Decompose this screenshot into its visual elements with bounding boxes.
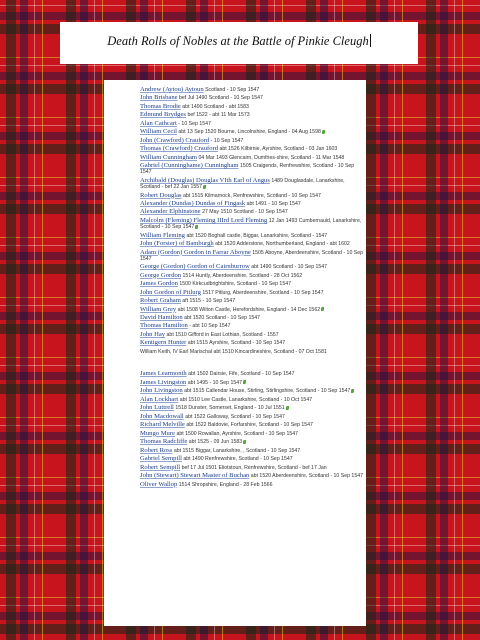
person-details: 27 May 1510 Scotland - 10 Sep 1547 <box>202 209 288 216</box>
person-details: abt 1525 - 09 Jun 1583 <box>188 439 243 446</box>
list-item <box>140 273 364 279</box>
person-link[interactable]: John Brisbane <box>140 94 178 102</box>
person-details: 1518 Dunster, Somerset, England - 10 Jul 1551 <box>175 405 285 412</box>
person-link[interactable]: George Gordon <box>140 271 182 279</box>
list-item <box>140 349 364 355</box>
person-details: bef 17 Jul 1501 Eliotstoun, Renfrewshire, Scotland - bef 17 Jan <box>181 464 327 471</box>
person-details: abt 1490 Renfrewshire, Scotland - 10 Sep 1547 <box>183 456 293 463</box>
person-details: abt 1522 Galloway, Scotland - 10 Sep 1547 <box>185 413 285 420</box>
person-details: abt 1515 Ayrshire, Scotland - 10 Sep 1547 <box>187 340 286 347</box>
list-item <box>140 456 364 462</box>
list-item <box>140 104 364 110</box>
person-link[interactable]: Malcolm (Fleming) Fleming IIIrd Lord Fleming <box>140 216 268 224</box>
list-item <box>140 307 364 313</box>
person-details: abt 1500 Rowallan, Ayrshire, Scotland - 10 Sep 1547 <box>176 430 299 437</box>
person-link[interactable]: Gabriel Sempill <box>140 455 182 463</box>
person-link[interactable]: George (Gordon) Gordon of Cairnburrow <box>140 263 250 271</box>
list-item <box>140 298 364 304</box>
person-link[interactable]: John Hay <box>140 330 166 338</box>
person-link[interactable]: John Macdowall <box>140 412 184 420</box>
person-details: abt 1522 Baldovie, Forfarshire, Scotland - 10 Sep 1547 <box>186 422 313 429</box>
person-details: aft 1515 - 10 Sep 1547 <box>182 298 236 305</box>
person-link[interactable]: Oliver Wallop <box>140 480 178 488</box>
list-item <box>140 95 364 101</box>
list-item <box>140 138 364 144</box>
person-details: 1489 Douglasdale, Lanarkshire, Scotland - bef 22 Jan 1557 <box>140 177 345 191</box>
person-link[interactable]: Gabriel (Cunninghame) Cunningham <box>140 162 239 170</box>
person-link[interactable]: Archibald (Douglas) Douglas VIth Earl of Angus <box>140 176 270 184</box>
person-link[interactable]: John Luttrell <box>140 404 174 412</box>
person-details: William Keith, IV Earl Marischal abt 1510 Kincardineshire, Scotland - 07 Oct 1581 <box>140 348 327 355</box>
person-link[interactable]: William Cecil <box>140 128 177 136</box>
person-link[interactable]: Alan Lockhart <box>140 395 179 403</box>
leaf-icon[interactable] <box>203 185 206 189</box>
person-details: abt 1520 Scotland - 10 Sep 1547 <box>184 315 260 321</box>
list-item <box>140 178 364 190</box>
list-item <box>140 155 364 161</box>
list-item <box>140 241 364 247</box>
person-details: abt 1490 Scotland - 10 Sep 1547 <box>251 264 328 271</box>
person-link[interactable]: William Grey <box>140 305 177 313</box>
person-link[interactable]: Thomas (Crawford) Crauford <box>140 145 219 153</box>
death-roll-document <box>104 80 366 626</box>
person-link[interactable]: Thomas Radcliffe <box>140 438 188 446</box>
person-details: abt 1520 Aberdeenshire, Scotland - 10 Sep 1547 <box>250 473 363 480</box>
person-details: 1517 Pitlurg, Aberdeenshire, Scotland - 10 Sep 1547 <box>202 289 324 296</box>
person-link[interactable]: William Fleming <box>140 231 185 239</box>
list-item <box>140 431 364 437</box>
leaf-icon[interactable] <box>243 440 246 444</box>
person-details: - 10 Sep 1547 <box>210 137 244 144</box>
person-details: 1514 Huntly, Aberdeenshire, Scotland - 28 Oct 1562 <box>182 272 303 279</box>
person-link[interactable]: John Livingston <box>140 387 183 395</box>
list-item <box>140 281 364 287</box>
person-link[interactable]: Robert Graham <box>140 297 181 305</box>
person-details: 1514 Shropshire, England - 28 Feb 1566 <box>178 481 273 488</box>
page-title <box>60 34 418 49</box>
person-details: - 10 Sep 1547 <box>178 120 211 127</box>
list-item <box>140 405 364 411</box>
person-details: abt 13 Sep 1520 Bourne, Lincolnshire, England - 04 Aug 1598 <box>178 129 321 136</box>
list-item <box>140 357 364 377</box>
list-item <box>140 482 364 488</box>
list-item <box>140 209 364 215</box>
list-item <box>140 163 364 175</box>
list-item <box>140 218 364 230</box>
leaf-icon[interactable] <box>243 380 246 384</box>
person-link[interactable]: Mungo Mure <box>140 429 175 437</box>
person-link[interactable]: James Learmonth <box>140 370 187 378</box>
entry-list <box>140 87 364 490</box>
text-cursor <box>370 34 371 47</box>
list-item <box>140 332 364 338</box>
person-details: Scotland - 10 Sep 1547 <box>205 87 260 93</box>
person-link[interactable]: Kentigern Hunter <box>140 339 187 347</box>
list-item <box>140 315 364 321</box>
person-details: abt 1515 Callendar House, Stirling, Stirlingshire, Scotland - 10 Sep 1547 <box>184 388 351 395</box>
leaf-icon[interactable] <box>322 130 325 134</box>
person-details: bef 1522 - abt 11 Mar 1573 <box>187 112 250 119</box>
person-details: abt 1502 Dairsie, Fife, Scotland - 10 Sep 1547 <box>188 371 295 378</box>
list-item <box>140 414 364 420</box>
person-link[interactable]: Alexander (Dundas) Dundas of Fingask <box>140 200 246 207</box>
person-link[interactable]: John (Stewart) Stewart Master of Buchan <box>140 472 250 480</box>
person-link[interactable]: John (Forster) of Bamburgh <box>140 240 214 248</box>
person-details: abt 1526 Kilbirnie, Ayrshire, Scotland - 03 Jan 1603 <box>219 146 338 153</box>
list-item <box>140 323 364 329</box>
leaf-icon[interactable] <box>286 406 289 410</box>
person-link[interactable]: Richard Melville <box>140 421 185 429</box>
person-details: 12 Jan 1493 Cumbernauld, Lanarkshire, Scotland - 10 Sep 1547 <box>140 217 362 231</box>
person-details: - abt 10 Sep 1547 <box>189 323 231 330</box>
list-item <box>140 439 364 445</box>
list-item <box>140 250 364 262</box>
person-details: abt 1520 Adderstone, Northumberland, England - abt 1602 <box>215 241 350 248</box>
person-details: abt 1491 - 10 Sep 1547 <box>246 201 301 207</box>
person-details: abt 1510 Gifford in East Lothian, Scotland - 1557 <box>166 331 279 338</box>
section-spacer <box>140 357 364 371</box>
list-item <box>140 397 364 403</box>
list-item <box>140 193 364 199</box>
person-link[interactable]: Andrew (Aytou) Aytoun <box>140 86 204 93</box>
person-link[interactable]: David Hamilton <box>140 314 183 321</box>
person-link[interactable]: Edmund Brydges <box>140 111 186 119</box>
person-details: 1505 Craigends, Renfrewshire, Scotland - 10 Sep 1547 <box>140 163 355 176</box>
leaf-icon[interactable] <box>195 225 198 229</box>
person-link[interactable]: Adam (Gordon) Gordon in Farrar Aboyne <box>140 248 251 256</box>
person-link[interactable]: John (Crawford) Crauford <box>140 136 210 144</box>
list-item <box>140 340 364 346</box>
person-link[interactable]: Alan Cathcart <box>140 119 177 127</box>
list-item <box>140 465 364 471</box>
list-item <box>140 473 364 479</box>
person-link[interactable]: Alexander Elphinstone <box>140 208 201 216</box>
leaf-icon[interactable] <box>321 307 324 311</box>
list-item <box>140 121 364 127</box>
list-item <box>140 380 364 386</box>
title-banner <box>60 22 418 64</box>
list-item <box>140 146 364 152</box>
person-link[interactable]: James Gordon <box>140 280 178 288</box>
person-link[interactable]: James Livingston <box>140 378 187 386</box>
list-item <box>140 388 364 394</box>
person-details: 1500 Kirkcudbrightshire, Scotland - 10 Sep 1547 <box>179 281 291 288</box>
person-details: abt 1515 Kilmarnock, Renfrewshire, Scotland - 10 Sep 1547 <box>183 192 321 199</box>
person-link[interactable]: John Gordon of Pitlurg <box>140 288 201 296</box>
person-details: abt 1515 Biggar, Lanarkshire, , Scotland - 10 Sep 1547 <box>173 447 301 454</box>
person-details: abt 1495 - 10 Sep 1547 <box>187 379 243 386</box>
list-item <box>140 87 364 93</box>
person-details: 04 Mar 1493 Glencairn, Dumfries-shire, Scotland - 11 Mar 1548 <box>198 154 345 161</box>
person-link[interactable]: Robert Douglas <box>140 191 182 199</box>
list-item <box>140 233 364 239</box>
list-item <box>140 422 364 428</box>
page-title-text: Death Rolls of Nobles at the Battle of Pinkie Cleugh <box>107 34 369 48</box>
person-details: abt 1520 Boghall castle, Biggar, Lanarkshire, Scotland - 1547 <box>186 232 328 239</box>
person-link[interactable]: Robert Ross <box>140 446 173 454</box>
person-details: abt 1508 Wilton Castle, Herefordshire, England - 14 Dec 1562 <box>177 306 321 313</box>
list-item <box>140 448 364 454</box>
person-link[interactable]: Thomas Brodie <box>140 102 181 110</box>
person-link[interactable]: Thomas Hamilton <box>140 322 188 330</box>
leaf-icon[interactable] <box>351 389 354 393</box>
list-item <box>140 129 364 135</box>
list-item <box>140 290 364 296</box>
person-link[interactable]: William Cunningham <box>140 153 198 161</box>
person-details: abt 1490 Scotland - abt 1583 <box>182 103 249 110</box>
person-details: bef Jul 1490 Scotland - 10 Sep 1547 <box>179 95 263 102</box>
list-item <box>140 112 364 118</box>
person-link[interactable]: Robert Sempill <box>140 463 181 471</box>
person-details: 1505 Aboyne, Aberdeenshire, Scotland - 10 Sep 1547 <box>140 249 363 262</box>
list-item <box>140 201 364 207</box>
list-item <box>140 264 364 270</box>
person-details: abt 1510 Lee Castle, Lanarkshire, Scotland - 10 Oct 1547 <box>179 396 313 403</box>
